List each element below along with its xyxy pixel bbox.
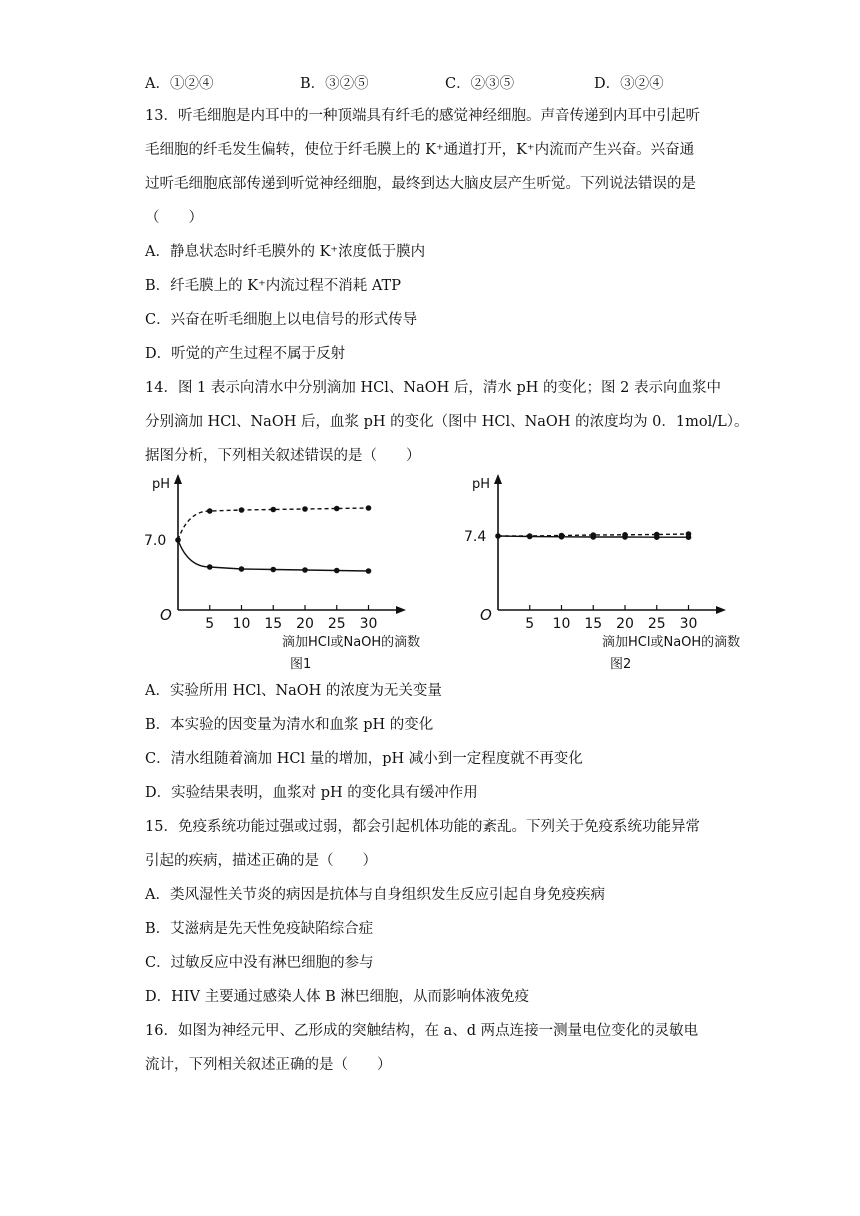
- q13-stem-line-1: 13．听毛细胞是内耳中的一种顶端具有纤毛的感觉神经细胞。声音传递到内耳中引起听: [145, 108, 700, 124]
- data-point: [366, 505, 372, 511]
- y-axis-label: pH: [152, 477, 171, 492]
- q13-option-d: D．听觉的产生过程不属于反射: [145, 346, 346, 362]
- x-axis-arrow: [716, 606, 726, 614]
- q12-option-b: B．③②⑤: [300, 76, 369, 92]
- q14-stem-line-2: 分别滴加 HCl、NaOH 后，血浆 pH 的变化（图中 HCl、NaOH 的浓度均为 0．1mol/L）。: [145, 414, 749, 430]
- q12-option-c: C．②③⑤: [445, 76, 515, 92]
- q15-stem-line-2: 引起的疾病，描述正确的是（ ）: [145, 853, 377, 869]
- q15-option-d: D．HIV 主要通过感染人体 B 淋巴细胞，从而影响体液免疫: [145, 989, 529, 1005]
- data-point: [302, 567, 308, 573]
- data-point: [270, 567, 276, 573]
- data-point: [239, 566, 245, 572]
- y-tick-label: 7.4: [464, 529, 487, 545]
- figure-2-chart: [460, 470, 760, 675]
- x-axis-label: 滴加HCl或NaOH的滴数: [282, 635, 421, 650]
- data-point: [239, 507, 245, 513]
- solid-series-line: [178, 540, 369, 571]
- origin-label: O: [480, 606, 492, 624]
- data-point: [686, 534, 692, 540]
- figure-caption: 图2: [610, 657, 632, 672]
- q13-stem-line-3: 过听毛细胞底部传递到听觉神经细胞，最终到达大脑皮层产生听觉。下列说法错误的是: [145, 176, 696, 192]
- x-tick-label: 10: [232, 616, 251, 632]
- q13-stem-line-4: （ ）: [145, 210, 203, 226]
- origin-label: O: [160, 606, 172, 624]
- q16-stem-line-2: 流计，下列相关叙述正确的是（ ）: [145, 1057, 392, 1073]
- x-tick-label: 25: [327, 616, 346, 632]
- data-point: [207, 564, 213, 570]
- y-axis-label: pH: [472, 477, 491, 492]
- dashed-series-line: [178, 508, 369, 540]
- q15-option-a: A．类风湿性关节炎的病因是抗体与自身组织发生反应引起自身免疫疾病: [145, 887, 605, 903]
- data-point: [302, 506, 308, 512]
- q16-stem-line-1: 16．如图为神经元甲、乙形成的突触结构，在 a、d 两点连接一测量电位变化的灵敏电: [145, 1023, 699, 1039]
- data-point: [590, 534, 596, 540]
- q15-option-b: B．艾滋病是先天性免疫缺陷综合症: [145, 921, 374, 937]
- q13-stem-line-2: 毛细胞的纤毛发生偏转，使位于纤毛膜上的 K⁺通道打开，K⁺内流而产生兴奋。兴奋通: [145, 142, 695, 158]
- q14-option-d: D．实验结果表明，血浆对 pH 的变化具有缓冲作用: [145, 785, 478, 801]
- x-tick-label: 15: [584, 616, 603, 632]
- data-point: [622, 534, 628, 540]
- q12-option-a: A．①②④: [145, 76, 214, 92]
- q13-option-c: C．兴奋在听毛细胞上以电信号的形式传导: [145, 312, 418, 328]
- x-tick-label: 20: [296, 616, 314, 632]
- q15-option-c: C．过敏反应中没有淋巴细胞的参与: [145, 955, 374, 971]
- q13-option-b: B．纤毛膜上的 K⁺内流过程不消耗 ATP: [145, 278, 401, 294]
- x-tick-label: 10: [552, 616, 571, 632]
- data-point: [527, 534, 533, 540]
- data-point: [270, 507, 276, 513]
- q15-stem-line-1: 15．免疫系统功能过强或过弱，都会引起机体功能的紊乱。下列关于免疫系统功能异常: [145, 819, 700, 835]
- q14-option-c: C．清水组随着滴加 HCl 量的增加，pH 减小到一定程度就不再变化: [145, 751, 583, 767]
- x-tick-label: 5: [205, 616, 215, 632]
- q13-option-a: A．静息状态时纤毛膜外的 K⁺浓度低于膜内: [145, 244, 426, 260]
- q14-option-b: B．本实验的因变量为清水和血浆 pH 的变化: [145, 717, 434, 733]
- y-axis-arrow: [174, 474, 182, 484]
- q14-stem-line-1: 14．图 1 表示向清水中分别滴加 HCl、NaOH 后，清水 pH 的变化；图 2 表示向血浆中: [145, 380, 721, 396]
- x-tick-label: 20: [616, 616, 634, 632]
- q14-stem-line-3: 据图分析，下列相关叙述错误的是（ ）: [145, 448, 421, 464]
- data-point: [366, 568, 372, 574]
- y-tick-label: 7.0: [144, 533, 167, 549]
- x-tick-label: 15: [264, 616, 283, 632]
- figure-caption: 图1: [290, 657, 312, 672]
- data-point: [207, 508, 213, 514]
- data-point: [334, 568, 340, 574]
- figure-1-chart: [140, 470, 440, 675]
- x-axis-arrow: [396, 606, 406, 614]
- x-tick-label: 25: [647, 616, 666, 632]
- data-point: [654, 534, 660, 540]
- x-tick-label: 30: [679, 616, 698, 632]
- x-tick-label: 30: [359, 616, 378, 632]
- data-point: [334, 506, 340, 512]
- y-axis-arrow: [494, 474, 502, 484]
- data-point: [559, 534, 565, 540]
- q14-option-a: A．实验所用 HCl、NaOH 的浓度为无关变量: [145, 683, 442, 699]
- x-tick-label: 5: [525, 616, 535, 632]
- q12-option-d: D．③②④: [594, 76, 664, 92]
- x-axis-label: 滴加HCl或NaOH的滴数: [602, 635, 741, 650]
